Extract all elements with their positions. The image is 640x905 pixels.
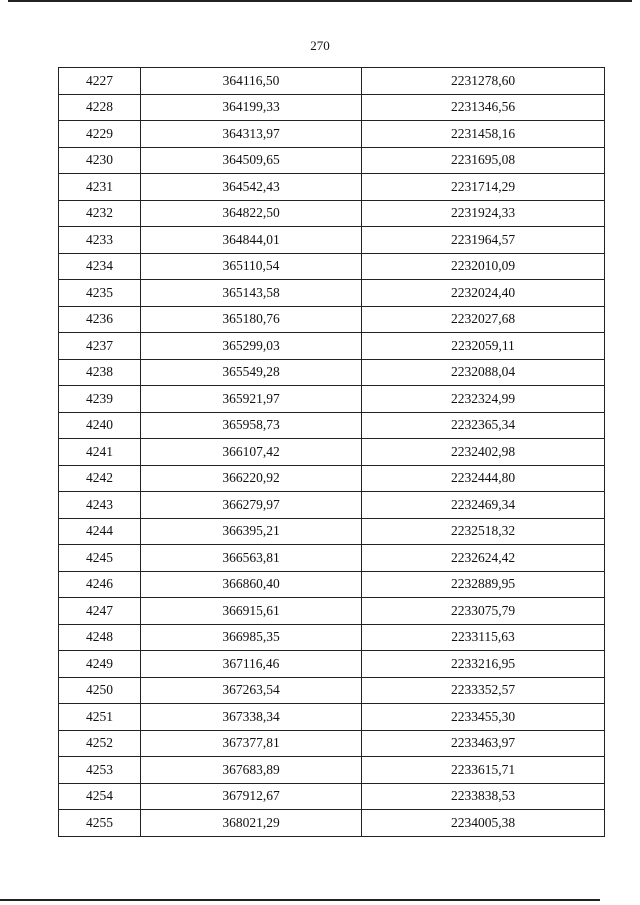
x-coordinate-cell: 366220,92 (141, 465, 362, 492)
x-coordinate-cell: 366279,97 (141, 492, 362, 519)
coordinates-table-body (59, 68, 605, 837)
table-row (59, 677, 605, 704)
x-coordinate-cell: 364199,33 (141, 94, 362, 121)
point-number-cell: 4237 (59, 333, 141, 360)
point-number-cell: 4233 (59, 227, 141, 254)
table-row (59, 280, 605, 307)
table-row (59, 68, 605, 95)
table-row (59, 174, 605, 201)
y-coordinate-cell: 2231458,16 (362, 121, 605, 148)
point-number-cell: 4236 (59, 306, 141, 333)
table-row (59, 624, 605, 651)
y-coordinate-cell: 2231924,33 (362, 200, 605, 227)
y-coordinate-cell: 2231964,57 (362, 227, 605, 254)
page-top-border (8, 0, 632, 2)
table-row (59, 571, 605, 598)
y-coordinate-cell: 2234005,38 (362, 810, 605, 837)
y-coordinate-cell: 2232365,34 (362, 412, 605, 439)
coordinates-table (58, 67, 605, 837)
x-coordinate-cell: 367912,67 (141, 783, 362, 810)
y-coordinate-cell: 2232469,34 (362, 492, 605, 519)
table-row (59, 757, 605, 784)
x-coordinate-cell: 364509,65 (141, 147, 362, 174)
y-coordinate-cell: 2232324,99 (362, 386, 605, 413)
y-coordinate-cell: 2232024,40 (362, 280, 605, 307)
point-number-cell: 4250 (59, 677, 141, 704)
y-coordinate-cell: 2231346,56 (362, 94, 605, 121)
point-number-cell: 4228 (59, 94, 141, 121)
x-coordinate-cell: 364542,43 (141, 174, 362, 201)
y-coordinate-cell: 2233115,63 (362, 624, 605, 651)
table-row (59, 783, 605, 810)
x-coordinate-cell: 365180,76 (141, 306, 362, 333)
x-coordinate-cell: 366860,40 (141, 571, 362, 598)
y-coordinate-cell: 2233216,95 (362, 651, 605, 678)
x-coordinate-cell: 366107,42 (141, 439, 362, 466)
table-row (59, 200, 605, 227)
table-row (59, 651, 605, 678)
table-row (59, 253, 605, 280)
table-row (59, 598, 605, 625)
table-row (59, 465, 605, 492)
y-coordinate-cell: 2233838,53 (362, 783, 605, 810)
x-coordinate-cell: 364313,97 (141, 121, 362, 148)
x-coordinate-cell: 365549,28 (141, 359, 362, 386)
y-coordinate-cell: 2233455,30 (362, 704, 605, 731)
y-coordinate-cell: 2232624,42 (362, 545, 605, 572)
y-coordinate-cell: 2232010,09 (362, 253, 605, 280)
y-coordinate-cell: 2232027,68 (362, 306, 605, 333)
y-coordinate-cell: 2231714,29 (362, 174, 605, 201)
point-number-cell: 4255 (59, 810, 141, 837)
x-coordinate-cell: 367683,89 (141, 757, 362, 784)
point-number-cell: 4251 (59, 704, 141, 731)
x-coordinate-cell: 364844,01 (141, 227, 362, 254)
y-coordinate-cell: 2232088,04 (362, 359, 605, 386)
x-coordinate-cell: 365299,03 (141, 333, 362, 360)
table-row (59, 94, 605, 121)
y-coordinate-cell: 2233075,79 (362, 598, 605, 625)
point-number-cell: 4244 (59, 518, 141, 545)
table-row (59, 147, 605, 174)
x-coordinate-cell: 365110,54 (141, 253, 362, 280)
point-number-cell: 4234 (59, 253, 141, 280)
page-number: 270 (310, 38, 330, 53)
y-coordinate-cell: 2233615,71 (362, 757, 605, 784)
point-number-cell: 4248 (59, 624, 141, 651)
point-number-cell: 4241 (59, 439, 141, 466)
x-coordinate-cell: 367116,46 (141, 651, 362, 678)
point-number-cell: 4254 (59, 783, 141, 810)
x-coordinate-cell: 367338,34 (141, 704, 362, 731)
point-number-cell: 4249 (59, 651, 141, 678)
y-coordinate-cell: 2232059,11 (362, 333, 605, 360)
table-row (59, 227, 605, 254)
point-number-cell: 4238 (59, 359, 141, 386)
x-coordinate-cell: 366915,61 (141, 598, 362, 625)
point-number-cell: 4232 (59, 200, 141, 227)
y-coordinate-cell: 2232889,95 (362, 571, 605, 598)
x-coordinate-cell: 365143,58 (141, 280, 362, 307)
point-number-cell: 4230 (59, 147, 141, 174)
x-coordinate-cell: 367263,54 (141, 677, 362, 704)
y-coordinate-cell: 2233352,57 (362, 677, 605, 704)
table-row (59, 810, 605, 837)
point-number-cell: 4235 (59, 280, 141, 307)
table-row (59, 121, 605, 148)
table-row (59, 333, 605, 360)
table-row (59, 545, 605, 572)
table-row (59, 386, 605, 413)
y-coordinate-cell: 2233463,97 (362, 730, 605, 757)
y-coordinate-cell: 2231695,08 (362, 147, 605, 174)
point-number-cell: 4243 (59, 492, 141, 519)
point-number-cell: 4227 (59, 68, 141, 95)
point-number-cell: 4239 (59, 386, 141, 413)
x-coordinate-cell: 364822,50 (141, 200, 362, 227)
x-coordinate-cell: 366563,81 (141, 545, 362, 572)
table-row (59, 492, 605, 519)
table-row (59, 730, 605, 757)
x-coordinate-cell: 368021,29 (141, 810, 362, 837)
table-row (59, 704, 605, 731)
point-number-cell: 4240 (59, 412, 141, 439)
table-row (59, 412, 605, 439)
table-row (59, 306, 605, 333)
x-coordinate-cell: 364116,50 (141, 68, 362, 95)
point-number-cell: 4247 (59, 598, 141, 625)
x-coordinate-cell: 367377,81 (141, 730, 362, 757)
y-coordinate-cell: 2231278,60 (362, 68, 605, 95)
y-coordinate-cell: 2232402,98 (362, 439, 605, 466)
point-number-cell: 4253 (59, 757, 141, 784)
x-coordinate-cell: 366395,21 (141, 518, 362, 545)
page-bottom-border (0, 899, 600, 901)
x-coordinate-cell: 366985,35 (141, 624, 362, 651)
y-coordinate-cell: 2232444,80 (362, 465, 605, 492)
x-coordinate-cell: 365958,73 (141, 412, 362, 439)
table-row (59, 359, 605, 386)
point-number-cell: 4229 (59, 121, 141, 148)
point-number-cell: 4245 (59, 545, 141, 572)
point-number-cell: 4246 (59, 571, 141, 598)
point-number-cell: 4252 (59, 730, 141, 757)
point-number-cell: 4231 (59, 174, 141, 201)
table-row (59, 439, 605, 466)
point-number-cell: 4242 (59, 465, 141, 492)
table-row (59, 518, 605, 545)
x-coordinate-cell: 365921,97 (141, 386, 362, 413)
y-coordinate-cell: 2232518,32 (362, 518, 605, 545)
